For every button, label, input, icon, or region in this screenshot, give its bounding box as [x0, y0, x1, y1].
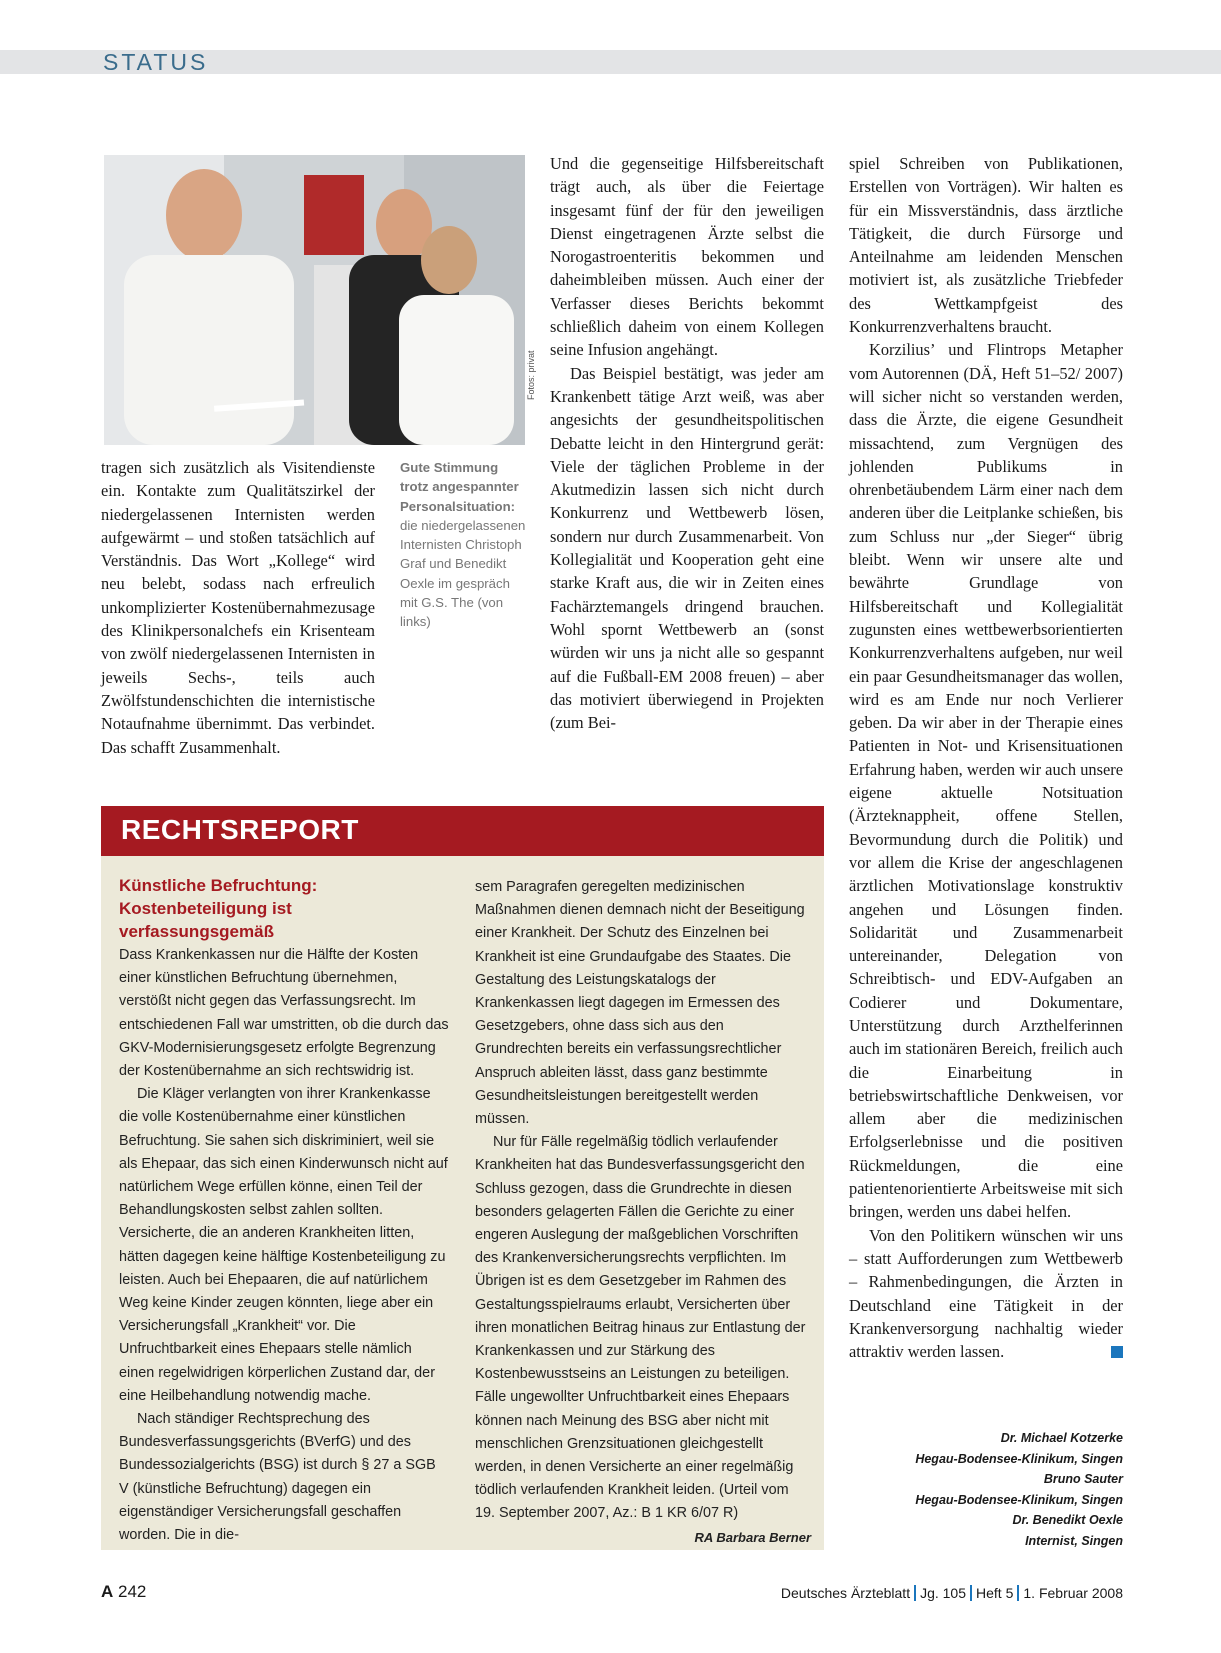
page-number: [101, 1582, 146, 1602]
paragraph: Das Beispiel bestätigt, was jeder am Krankenbett tätige Arzt weiß, was aber angesichts der gesundheitspolitischen Debatte leicht in den Hintergrund gerät: Viele der täglichen Probleme in der Akutmedizin lassen sich nicht durch Konkurrenz und Wettbewerb lösen, sondern nur durch Zusammenarbeit. Von Kollegialität und Kooperation geht eine starke Kraft aus, die wir in Zeiten eines Fachärztemangels dringend brauchen. Wohl spornt Wettbewerb an (sonst würden wir uns ja nicht alle so gespannt auf die Fußball-EM 2008 freuen) – aber das motiviert überwiegend in Projekten (zum Bei-: [550, 363, 824, 733]
journal-date: 1. Februar 2008: [1023, 1585, 1123, 1601]
paragraph: Und die gegenseitige Hilfsbereitschaft trägt auch, als über die Feiertage insgesamt fünf der für den jeweiligen Dienst eingetragenen Ärzte selbst die Norogastroenteritis bekommen und daheimbleiben müssen. Auch einer der Verfasser dieses Berichts bekommt schließlich daheim von einem Kollegen seine Infusion angehängt.: [550, 154, 824, 360]
caption-text: die niedergelassenen Internisten Christoph Graf und Benedikt Oexle im gespräch mit G.S. The (von links): [400, 517, 526, 630]
caption-title: Gute Stimmung trotz angespannter Personalsituation:: [400, 460, 519, 514]
separator: [914, 1585, 916, 1601]
author-name: Dr. Benedikt Oexle: [1012, 1513, 1123, 1527]
article-column-1: [101, 456, 375, 759]
section-label: STATUS: [103, 49, 209, 75]
author-name: Bruno Sauter: [1043, 1472, 1123, 1486]
paragraph-text: Von den Politikern wünschen wir uns – statt Aufforderungen zum Wettbewerb – Rahmenbedingungen, die Ärzten in Deutschland eine Tätigkeit in der Krankenversorgung nachhaltig wieder attraktiv werden lassen.: [849, 1225, 1123, 1362]
photo-caption: [400, 458, 530, 632]
rechtsreport-column-2: [475, 876, 811, 1549]
journal-info: [781, 1585, 1123, 1601]
paragraph-text: Nur für Fälle regelmäßig tödlich verlaufender Krankheiten hat das Bundesverfassungsgericht den Schluss gezogen, dass die Grundrechte in diesen besonders gelagerten Fällen die Gerichte zu einer engeren Auslegung der maßgeblichen Vorschriften des Krankenversicherungsrechts verpflichten. Im Übrigen ist es dem Gesetzgeber im Rahmen des Gestaltungsspielraums erlaubt, Versicherten über ihren monatlichen Beitrag hinaus zur Entlastung der Krankenkassen und zur Stärkung des Kostenbewusstseins an Leistungen zu beteiligen. Fälle ungewollter Unfruchtbarkeit eines Ehepaars können nach Meinung des BSG aber nicht mit menschlichen Grenzsituationen gleichgestellt werden, in denen Versicherte an einer regelmäßig tödlich verlaufenden Krankheit leiden. (Urteil vom 19. September 2007, Az.: B 1 KR 6/07 R): [475, 1134, 806, 1522]
author-affiliation: Hegau-Bodensee-Klinikum, Singen: [915, 1451, 1123, 1466]
rechtsreport-column-1: [119, 944, 449, 1547]
paragraph: spiel Schreiben von Publikationen, Erstellen von Vorträgen). Wir halten es für ein Missverständnis, dass ärztliche Tätigkeit, die durch Fürsorge und Anteilnahme am leidenden Menschen motiviert ist, als zusätzliche Triebfeder des Wettkampfgeist des Konkurrenzverhaltens braucht.: [849, 154, 1123, 337]
rechtsreport-header: [101, 806, 824, 856]
article-photo: [104, 155, 525, 445]
paragraph: Dass Krankenkassen nur die Hälfte der Kosten einer künstlichen Befruchtung übernehmen, verstößt nicht gegen das Verfassungsrecht. Im entschiedenen Fall war umstritten, ob die durch das GKV-Modernisierungsgesetz erfolgte Begrenzung der Kostenübernahme an sich rechtswidrig ist.: [119, 947, 449, 1080]
rechtsreport-headline: Künstliche Befruchtung: Kostenbeteiligung ist verfassungsgemäß: [119, 876, 318, 941]
author-name: Dr. Michael Kotzerke: [1000, 1431, 1123, 1445]
journal-name: Deutsches Ärzteblatt: [780, 1585, 911, 1601]
paragraph: sem Paragrafen geregelten medizinischen Maßnahmen dienen demnach nicht der Beseitigung einer Krankheit. Der Schutz des Einzelnen bei Krankheit ist eine Grundaufgabe des Staates. Die Gestaltung des Leistungskatalogs der Krankenkassen liegt dagegen im Ermessen des Gesetzgebers, ohne dass sich aus den Grundrechten bereits ein verfassungsrechtlicher Anspruch ableiten lässt, dass ganz bestimmte Gesundheitsleistungen bereitgestellt werden müssen.: [475, 879, 805, 1128]
author-affiliation: Hegau-Bodensee-Klinikum, Singen: [915, 1492, 1123, 1507]
separator: [1017, 1585, 1019, 1601]
paragraph: Korzilius’ und Flintrops Metapher vom Autorennen (DÄ, Heft 51–52/ 2007) will sicher nicht so verstanden werden, dass die Ärzte, die eigene Gesundheit missachtend, zum Vergnügen des johlenden Publikums in ohrenbetäubendem Lärm einer nach dem anderen über die Leitplanke schießen, bis zum Schluss nur „der Sieger“ übrig bleibt. Wenn wir unsere alte und bewährte Grundlage von Hilfsbereitschaft und Kollegialität zugunsten eines wettbewerbsorientierten Konkurrenzverhaltens aufgeben, nur weil ein paar Gesundheitsmanager das wollen, wird es am Ende nur noch Verlierer geben. Da wir aber in der Therapie eines Patienten in Not- und Krisensituationen Erfahrung haben, werden wir auch unsere eigene aktuelle Notsituation (Ärzteknappheit, offene Stellen, Bevormundung durch die Politik) und vor allem die Krise der angeschlagenen ärztlichen Motivationslage konstruktiv angehen und Lösungen finden. Solidarität und Zusammenarbeit untereinander, Delegation von Schreibtisch- und EDV-Aufgaben an Codierer und Dokumentare, Unterstützung durch Arzthelferinnen auch im stationären Bereich, freilich auch die Einarbeitung in betriebswirtschaftliche Denkweisen, vor allem aber die medizinischen Erfolgserlebnisse und die positiven Rückmeldungen, die eine patientenorientierte Arbeitsweise mit sich bringen, werden uns dabei helfen.: [849, 340, 1123, 1222]
separator: [970, 1585, 972, 1601]
page-prefix: A: [101, 1582, 114, 1601]
paragraph: tragen sich zusätzlich als Visitendienste ein. Kontakte zum Qualitätszirkel der niedergelassenen Internisten werden aufgewärmt – und stoßen tatsächlich auf Verständnis. Das Wort „Kollege“ wird neu belebt, sodass nach erfreulich unkomplizierter Kostenübernahmezusage des Klinikpersonalchefs ein Krisenteam von zwölf niedergelassenen Internisten in jeweils Sechs-, teils auch Zwölfstundenschichten die internistische Notaufnahme übernimmt. Das verbindet. Das schafft Zusammenhalt.: [101, 458, 375, 757]
paragraph: [849, 1224, 1123, 1364]
journal-issue: Heft 5: [976, 1585, 1014, 1601]
page-number-value: 242: [118, 1582, 147, 1601]
journal-volume: Jg. 105: [920, 1585, 967, 1601]
article-authors: [849, 1428, 1123, 1551]
end-mark-icon: [1111, 1346, 1123, 1358]
article-column-2: [550, 152, 824, 734]
rechtsreport-box: [101, 806, 824, 1550]
paragraph: [475, 1131, 811, 1545]
rechtsreport-author: RA Barbara Berner: [694, 1529, 811, 1545]
author-affiliation: Internist, Singen: [1025, 1533, 1123, 1548]
rechtsreport-title: RECHTSREPORT: [121, 814, 359, 845]
paragraph: Nach ständiger Rechtsprechung des Bundesverfassungsgerichts (BVerfG) und des Bundessozialgerichts (BSG) ist durch § 27 a SGB V (künstliche Befruchtung) dagegen ein eigenständiger Versicherungsfall geschaffen worden. Die in die-: [119, 1411, 436, 1544]
article-column-3: [849, 152, 1123, 1363]
photo-illustration: [104, 155, 525, 445]
paragraph: Die Kläger verlangten von ihrer Krankenkasse die volle Kostenübernahme einer künstlichen Befruchtung. Sie sahen sich diskriminiert, weil sie als Ehepaar, das sich einen Kinderwunsch nicht auf natürlichem Wege erfüllen könne, einen Teil der Behandlungskosten selbst zahlen sollten. Versicherte, die an anderen Krankheiten litten, hätten dagegen keine hälftige Kostenbeteiligung zu leisten. Auch bei Ehepaaren, die auf natürlichem Weg keine Kinder zeugen könnten, liege aber ein Versicherungsfall „Krankheit“ vor. Die Unfruchtbarkeit eines Ehepaars stelle nämlich einen regelwidrigen körperlichen Zustand dar, der eine Heilbehandlung notwendig mache.: [119, 1086, 448, 1404]
photo-credit: Fotos: privat: [526, 350, 536, 400]
